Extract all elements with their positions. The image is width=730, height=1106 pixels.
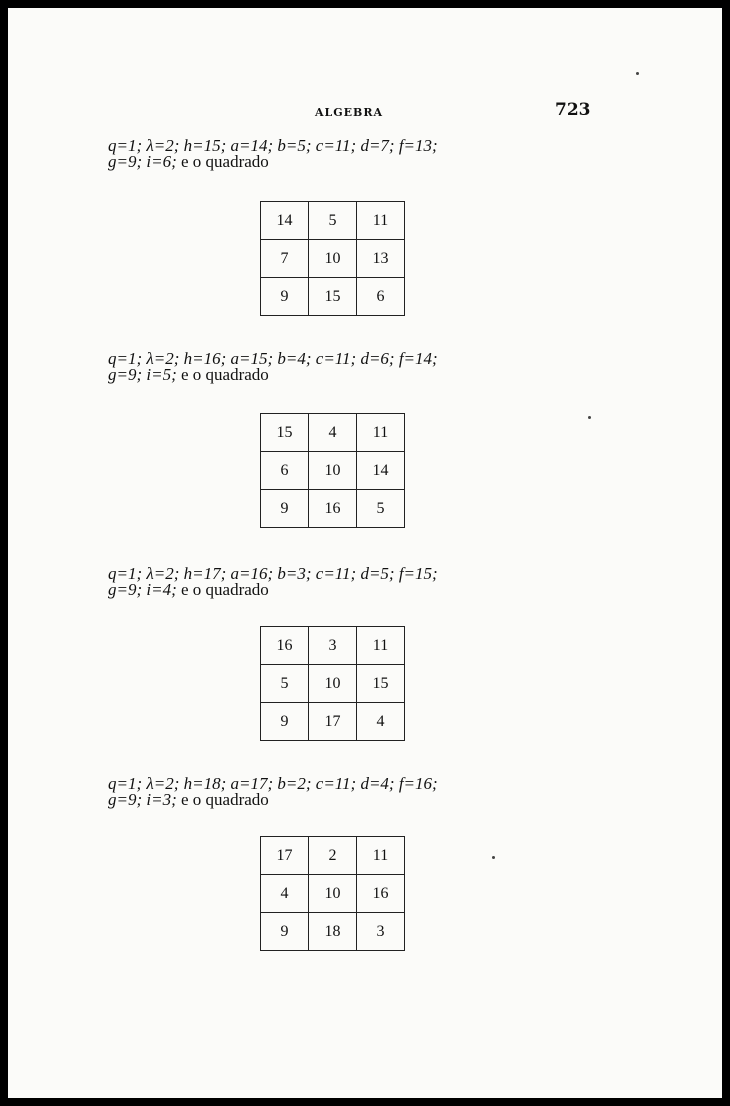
table-cell: 13 xyxy=(357,240,405,278)
table-cell: 11 xyxy=(357,202,405,240)
table-row xyxy=(261,703,405,741)
table-cell: 11 xyxy=(357,414,405,452)
equation-line-1: q=1; λ=2; h=15; a=14; b=5; c=11; d=7; f=13; xyxy=(108,136,438,155)
equation-line-2 xyxy=(108,367,588,383)
caption-text: e o quadrado xyxy=(181,790,269,809)
table-row xyxy=(261,452,405,490)
caption-text: e o quadrado xyxy=(181,580,269,599)
magic-square-4 xyxy=(260,836,405,951)
caption-text: e o quadrado xyxy=(181,152,269,171)
magic-square-2 xyxy=(260,413,405,528)
table-row xyxy=(261,627,405,665)
table-cell: 2 xyxy=(309,837,357,875)
equation-line-1: q=1; λ=2; h=17; a=16; b=3; c=11; d=5; f=15; xyxy=(108,564,438,583)
table-cell: 6 xyxy=(261,452,309,490)
table-row xyxy=(261,913,405,951)
table-cell: 14 xyxy=(261,202,309,240)
table-cell: 9 xyxy=(261,278,309,316)
table-cell: 3 xyxy=(357,913,405,951)
table-cell: 5 xyxy=(261,665,309,703)
equation-line-1: q=1; λ=2; h=18; a=17; b=2; c=11; d=4; f=16; xyxy=(108,774,438,793)
table-cell: 3 xyxy=(309,627,357,665)
equation-block-3 xyxy=(108,566,588,598)
table-cell: 4 xyxy=(261,875,309,913)
table-cell: 4 xyxy=(309,414,357,452)
ink-speck xyxy=(492,856,495,859)
table-cell: 10 xyxy=(309,240,357,278)
equation-line-2 xyxy=(108,154,588,170)
equation-line-2 xyxy=(108,792,588,808)
equation-line-2 xyxy=(108,582,588,598)
table-cell: 10 xyxy=(309,665,357,703)
ink-speck xyxy=(588,416,591,419)
table-cell: 15 xyxy=(309,278,357,316)
table-row xyxy=(261,875,405,913)
table-cell: 10 xyxy=(309,452,357,490)
equation-line-1: q=1; λ=2; h=16; a=15; b=4; c=11; d=6; f=14; xyxy=(108,349,438,368)
equation-values: g=9; i=6; xyxy=(108,152,177,171)
table-row xyxy=(261,837,405,875)
running-header: ALGEBRA xyxy=(315,106,384,119)
table-cell: 9 xyxy=(261,703,309,741)
page-number: 723 xyxy=(555,100,591,120)
table-cell: 16 xyxy=(261,627,309,665)
table-cell: 16 xyxy=(357,875,405,913)
magic-square-3 xyxy=(260,626,405,741)
table-cell: 17 xyxy=(309,703,357,741)
table-row xyxy=(261,665,405,703)
table-cell: 14 xyxy=(357,452,405,490)
equation-values: g=9; i=3; xyxy=(108,790,177,809)
table-cell: 11 xyxy=(357,627,405,665)
table-cell: 5 xyxy=(309,202,357,240)
table-row xyxy=(261,490,405,528)
table-row xyxy=(261,202,405,240)
table-row xyxy=(261,240,405,278)
equation-values: g=9; i=5; xyxy=(108,365,177,384)
table-row xyxy=(261,278,405,316)
table-cell: 16 xyxy=(309,490,357,528)
table-cell: 7 xyxy=(261,240,309,278)
ink-speck xyxy=(636,72,639,75)
caption-text: e o quadrado xyxy=(181,365,269,384)
table-cell: 15 xyxy=(357,665,405,703)
table-cell: 5 xyxy=(357,490,405,528)
equation-block-1 xyxy=(108,138,588,170)
table-cell: 15 xyxy=(261,414,309,452)
table-row xyxy=(261,414,405,452)
table-cell: 6 xyxy=(357,278,405,316)
book-page xyxy=(8,8,722,1098)
table-cell: 10 xyxy=(309,875,357,913)
table-cell: 4 xyxy=(357,703,405,741)
magic-square-1 xyxy=(260,201,405,316)
table-cell: 17 xyxy=(261,837,309,875)
table-cell: 9 xyxy=(261,913,309,951)
equation-values: g=9; i=4; xyxy=(108,580,177,599)
table-cell: 11 xyxy=(357,837,405,875)
table-cell: 9 xyxy=(261,490,309,528)
table-cell: 18 xyxy=(309,913,357,951)
equation-block-4 xyxy=(108,776,588,808)
equation-block-2 xyxy=(108,351,588,383)
